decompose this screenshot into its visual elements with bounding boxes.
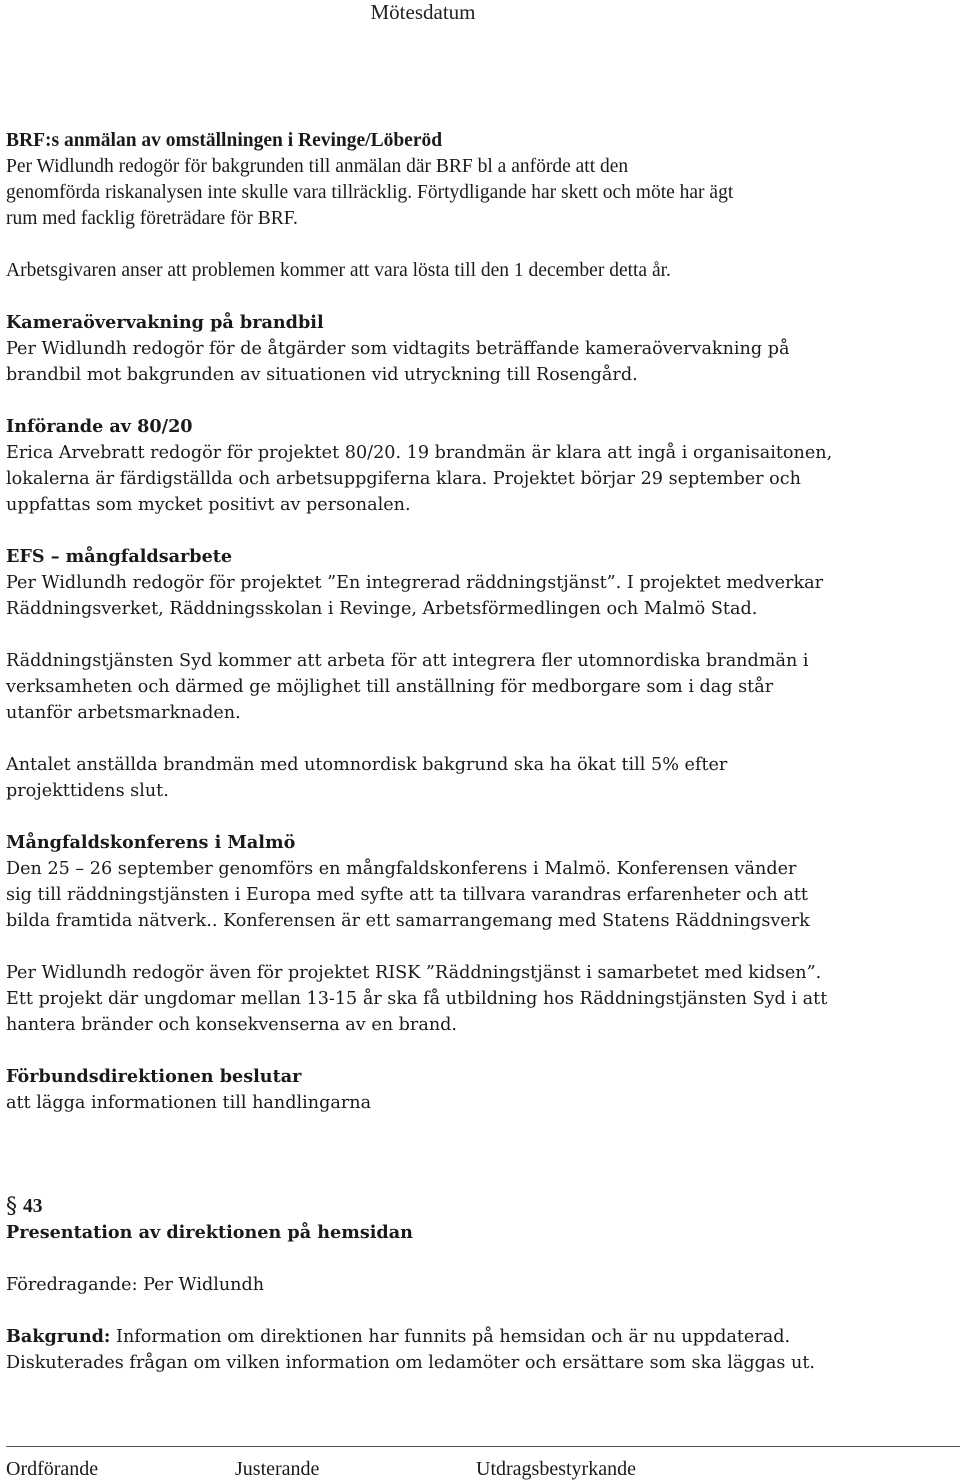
mangfald-para2-line-2: Ett projekt där ungdomar mellan 13-15 år ska få utbildning hos Räddningstjänsten Syd i att [6, 989, 828, 1009]
meeting-date-header: Mötesdatum [370, 0, 476, 24]
inforande-line-3: uppfattas som mycket positivt av personalen. [6, 495, 411, 515]
presenter-line: Föredragande: Per Widlundh [6, 1275, 265, 1295]
inforande-line-1: Erica Arvebratt redogör för projektet 80/20. 19 brandmän är klara att ingå i organisaitonen, [6, 443, 833, 463]
efs-para2-line-1: Räddningstjänsten Syd kommer att arbeta för att integrera fler utomnordiska brandmän i [6, 651, 809, 671]
section-heading-inforande: Införande av 80/20 [6, 416, 193, 437]
footer-chair: Ordförande [6, 1458, 99, 1480]
mangfald-line-1: Den 25 – 26 september genomförs en mångfaldskonferens i Malmö. Konferensen vänder [6, 859, 797, 879]
section-heading-hemsidan: Presentation av direktionen på hemsidan [6, 1222, 413, 1243]
document-body [6, 128, 951, 1376]
mangfald-line-2: sig till räddningstjänsten i Europa med syfte att ta tillvara varandras erfarenheter och att [6, 885, 808, 905]
mangfald-para2-line-1: Per Widlundh redogör även för projektet RISK ”Räddningstjänst i samarbetet med kidsen”. [6, 963, 822, 983]
footer-certifier: Utdragsbestyrkande [476, 1458, 636, 1480]
efs-para2-line-2: verksamheten och därmed ge möjlighet till anställning för medborgare som i dag står [6, 677, 774, 697]
efs-line-2: Räddningsverket, Räddningsskolan i Revinge, Arbetsförmedlingen och Malmö Stad. [6, 599, 758, 619]
efs-para2-line-3: utanför arbetsmarknaden. [6, 703, 241, 723]
section-sign-icon: § [6, 1194, 17, 1219]
footer-adjuster: Justerande [235, 1458, 320, 1480]
background-line-1 [6, 1324, 951, 1350]
paragraph-number-block [6, 1194, 951, 1220]
section-heading-brf: BRF:s anmälan av omställningen i Revinge/Löberöd [6, 130, 443, 151]
mangfald-para2-line-3: hantera bränder och konsekvenserna av en brand. [6, 1015, 458, 1035]
efs-para3-line-2: projekttidens slut. [6, 781, 169, 801]
background-line-2: Diskuterades frågan om vilken information om ledamöter och ersättare som ska läggas ut. [6, 1353, 816, 1373]
section-heading-beslut: Förbundsdirektionen beslutar [6, 1066, 302, 1087]
section-heading-efs: EFS – mångfaldsarbete [6, 546, 233, 567]
brf-line-2: genomförda riskanalysen inte skulle vara tillräcklig. Förtydligande har skett och möte har ägt [6, 182, 734, 203]
background-text: Information om direktionen har funnits på hemsidan och är nu uppdaterad. [110, 1327, 791, 1347]
paragraph-number: 43 [23, 1196, 43, 1217]
inforande-line-2: lokalerna är färdigställda och arbetsuppgiferna klara. Projektet börjar 29 september och [6, 469, 801, 489]
efs-para3-line-1: Antalet anställda brandmän med utomnordisk bakgrund ska ha ökat till 5% efter [6, 755, 728, 775]
beslut-text: att lägga informationen till handlingarna [6, 1093, 372, 1113]
section-heading-kamera: Kameraövervakning på brandbil [6, 312, 324, 333]
brf-employer-note: Arbetsgivaren anser att problemen kommer att vara lösta till den 1 december detta år. [6, 260, 671, 281]
brf-line-3: rum med facklig företrädare för BRF. [6, 208, 298, 229]
background-label: Bakgrund: [6, 1326, 111, 1347]
section-heading-mangfald: Mångfaldskonferens i Malmö [6, 832, 296, 853]
mangfald-line-3: bilda framtida nätverk.. Konferensen är ett samarrangemang med Statens Räddningsverk [6, 911, 810, 931]
brf-line-1: Per Widlundh redogör för bakgrunden till anmälan där BRF bl a anförde att den [6, 156, 629, 177]
kamera-line-1: Per Widlundh redogör för de åtgärder som vidtagits beträffande kameraövervakning på [6, 339, 790, 359]
footer-divider [6, 1446, 960, 1447]
kamera-line-2: brandbil mot bakgrunden av situationen vid utryckning till Rosengård. [6, 365, 638, 385]
efs-line-1: Per Widlundh redogör för projektet ”En integrerad räddningstjänst”. I projektet medverkar [6, 573, 824, 593]
